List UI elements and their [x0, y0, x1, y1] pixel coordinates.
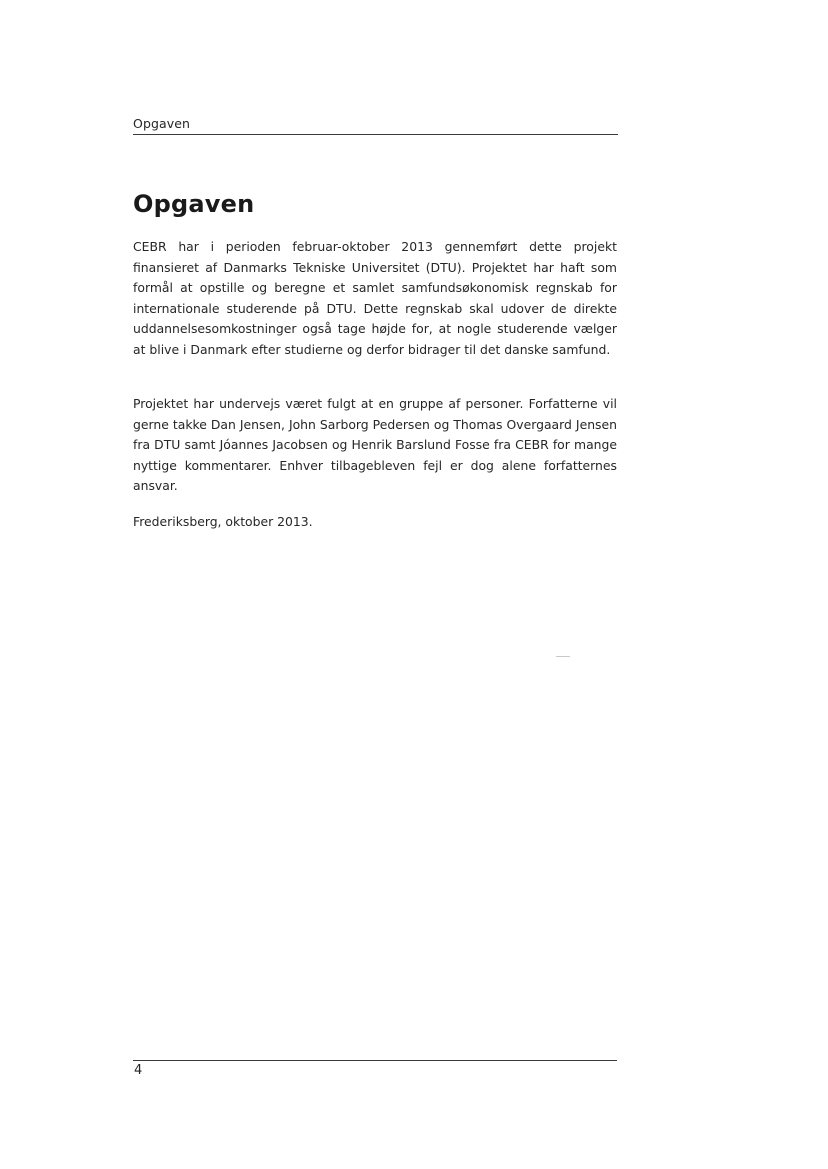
running-header-title: Opgaven	[133, 116, 191, 131]
running-header	[133, 116, 618, 135]
intro-paragraph: CEBR har i perioden februar-oktober 2013 gennemført dette projekt finansieret af Danmarks Tekniske Universitet (DTU). Projektet har haft som formål at opstille og beregne et samlet samfundsøkonomisk regnskab for internationale studerende på DTU. Dette regnskab skal udover de direkte uddannelsesomkostninger også tage højde for, at nogle studerende vælger at blive i Danmark efter studierne og derfor bidrager til det danske samfund.	[133, 239, 617, 357]
scan-artifact	[556, 656, 570, 657]
footer-divider	[133, 1060, 617, 1061]
page-number: 4	[134, 1063, 143, 1078]
page-title: Opgaven	[133, 190, 255, 218]
place-date-line: Frederiksberg, oktober 2013.	[133, 514, 313, 529]
acknowledgements-paragraph: Projektet har undervejs været fulgt at en gruppe af personer. Forfatterne vil gerne takke Dan Jensen, John Sarborg Pedersen og Thomas Overgaard Jensen fra DTU samt Jóannes Jacobsen og Henrik Barslund Fosse fra CEBR for mange nyttige kommentarer. Enhver tilbagebleven fejl er dog alene forfatternes ansvar.	[133, 396, 617, 494]
